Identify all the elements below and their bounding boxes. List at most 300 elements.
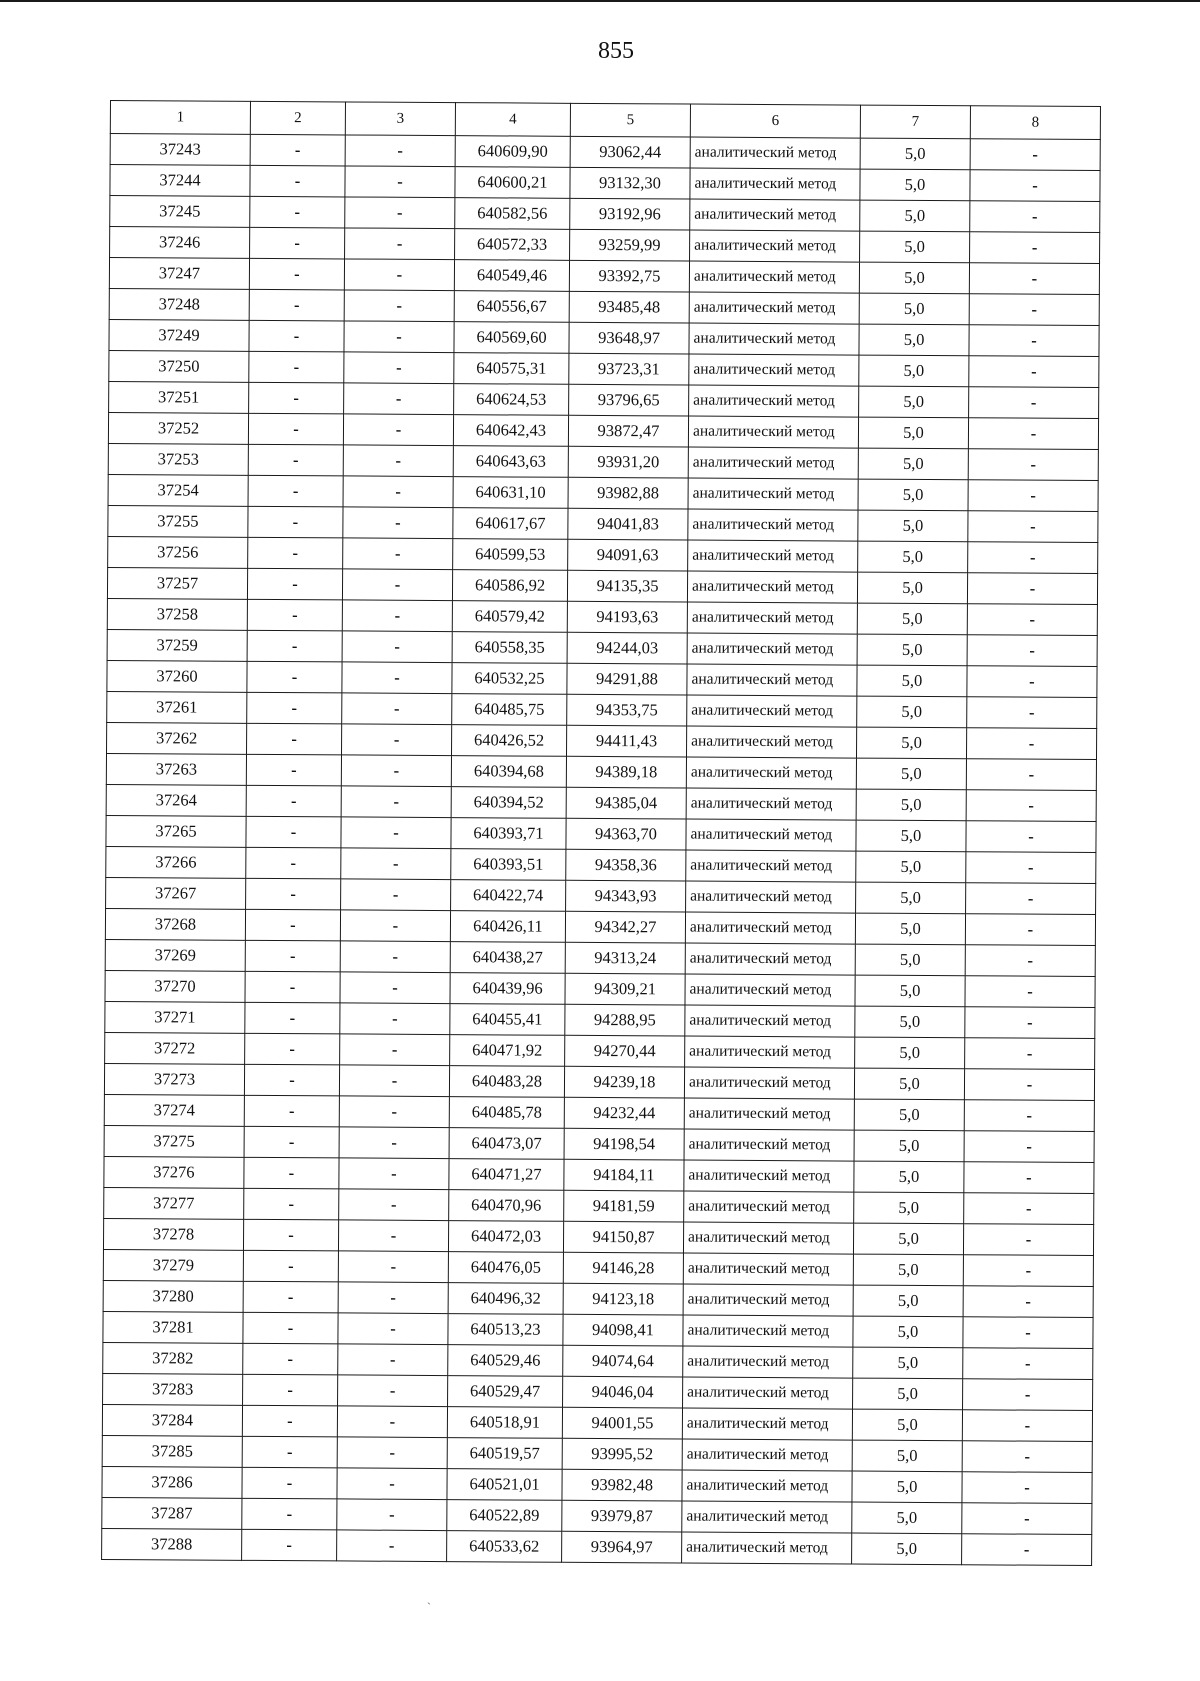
method-cell: аналитический метод (685, 974, 855, 1006)
x-coordinate: 640609,90 (455, 136, 570, 168)
y-coordinate: 94288,95 (565, 1004, 685, 1036)
column-8-cell: - (964, 1131, 1094, 1163)
method-cell: аналитический метод (686, 757, 856, 789)
point-number: 37265 (106, 815, 246, 847)
column-2-cell: - (249, 351, 344, 383)
point-number: 37258 (107, 598, 247, 630)
point-number: 37256 (108, 536, 248, 568)
method-cell: аналитический метод (684, 1067, 854, 1099)
column-2-cell: - (250, 227, 345, 259)
method-cell: аналитический метод (684, 1160, 854, 1192)
point-number: 37257 (107, 567, 247, 599)
method-cell: аналитический метод (688, 447, 858, 479)
y-coordinate: 93872,47 (568, 415, 688, 447)
column-3-cell: - (344, 352, 454, 384)
y-coordinate: 93964,97 (562, 1531, 682, 1563)
point-number: 37266 (106, 846, 246, 878)
accuracy-cell: 5,0 (852, 1409, 962, 1441)
method-cell: аналитический метод (683, 1346, 853, 1378)
column-8-cell: - (962, 1410, 1092, 1442)
method-cell: аналитический метод (683, 1222, 853, 1254)
method-cell: аналитический метод (683, 1284, 853, 1316)
column-2-cell: - (246, 785, 341, 817)
column-2-cell: - (250, 134, 345, 166)
column-3-cell: - (340, 910, 450, 942)
column-3-cell: - (339, 1158, 449, 1190)
x-coordinate: 640394,68 (451, 756, 566, 788)
method-cell: аналитический метод (685, 1036, 855, 1068)
method-cell: аналитический метод (684, 1129, 854, 1161)
method-cell: аналитический метод (690, 199, 860, 231)
column-3-cell: - (337, 1437, 447, 1469)
column-8-cell: - (966, 790, 1096, 822)
column-3-cell: - (337, 1468, 447, 1500)
accuracy-cell: 5,0 (858, 448, 968, 480)
point-number: 37261 (107, 691, 247, 723)
column-8-cell: - (964, 1193, 1094, 1225)
x-coordinate: 640439,96 (450, 973, 565, 1005)
column-8-cell: - (966, 852, 1096, 884)
column-8-cell: - (969, 294, 1099, 326)
column-3-cell: - (342, 569, 452, 601)
point-number: 37249 (109, 319, 249, 351)
column-2-cell: - (242, 1529, 337, 1561)
accuracy-cell: 5,0 (856, 882, 966, 914)
column-8-cell: - (970, 232, 1100, 264)
method-cell: аналитический метод (685, 1005, 855, 1037)
point-number: 37273 (104, 1063, 244, 1095)
column-3-cell: - (341, 879, 451, 911)
method-cell: аналитический метод (687, 695, 857, 727)
x-coordinate: 640533,62 (447, 1531, 562, 1563)
x-coordinate: 640518,91 (447, 1407, 562, 1439)
point-number: 37251 (109, 381, 249, 413)
column-header: 2 (250, 101, 345, 135)
column-3-cell: - (344, 383, 454, 415)
method-cell: аналитический метод (684, 1191, 854, 1223)
column-8-cell: - (965, 914, 1095, 946)
column-3-cell: - (340, 1034, 450, 1066)
column-3-cell: - (338, 1220, 448, 1252)
accuracy-cell: 5,0 (853, 1254, 963, 1286)
column-3-cell: - (343, 414, 453, 446)
x-coordinate: 640617,67 (453, 508, 568, 540)
method-cell: аналитический метод (689, 354, 859, 386)
column-8-cell: - (969, 356, 1099, 388)
accuracy-cell: 5,0 (854, 1192, 964, 1224)
column-3-cell: - (344, 259, 454, 291)
accuracy-cell: 5,0 (854, 1161, 964, 1193)
y-coordinate: 93392,75 (569, 260, 689, 292)
column-3-cell: - (342, 600, 452, 632)
x-coordinate: 640624,53 (454, 384, 569, 416)
x-coordinate: 640532,25 (452, 663, 567, 695)
accuracy-cell: 5,0 (854, 1068, 964, 1100)
method-cell: аналитический метод (688, 478, 858, 510)
point-number: 37253 (108, 443, 248, 475)
column-2-cell: - (245, 909, 340, 941)
column-2-cell: - (243, 1374, 338, 1406)
y-coordinate: 94135,35 (567, 570, 687, 602)
accuracy-cell: 5,0 (853, 1347, 963, 1379)
x-coordinate: 640426,52 (452, 725, 567, 757)
method-cell: аналитический метод (684, 1098, 854, 1130)
point-number: 37279 (103, 1249, 243, 1281)
point-number: 37267 (106, 877, 246, 909)
x-coordinate: 640426,11 (450, 911, 565, 943)
accuracy-cell: 5,0 (856, 851, 966, 883)
column-8-cell: - (963, 1317, 1093, 1349)
method-cell: аналитический метод (682, 1532, 852, 1564)
column-3-cell: - (345, 228, 455, 260)
column-2-cell: - (249, 289, 344, 321)
y-coordinate: 94358,36 (566, 849, 686, 881)
column-2-cell: - (245, 971, 340, 1003)
y-coordinate: 93192,96 (570, 198, 690, 230)
x-coordinate: 640393,71 (451, 818, 566, 850)
column-8-cell: - (967, 573, 1097, 605)
point-number: 37247 (109, 258, 249, 290)
x-coordinate: 640572,33 (455, 229, 570, 261)
accuracy-cell: 5,0 (857, 665, 967, 697)
column-3-cell: - (343, 507, 453, 539)
method-cell: аналитический метод (682, 1501, 852, 1533)
method-cell: аналитический метод (682, 1470, 852, 1502)
x-coordinate: 640483,28 (449, 1066, 564, 1098)
accuracy-cell: 5,0 (853, 1378, 963, 1410)
method-cell: аналитический метод (686, 850, 856, 882)
x-coordinate: 640631,10 (453, 477, 568, 509)
column-2-cell: - (247, 568, 342, 600)
point-number: 37270 (105, 970, 245, 1002)
column-8-cell: - (962, 1472, 1092, 1504)
point-number: 37278 (103, 1218, 243, 1250)
column-header: 6 (690, 104, 860, 138)
method-cell: аналитический метод (686, 819, 856, 851)
column-2-cell: - (249, 258, 344, 290)
y-coordinate: 94385,04 (566, 787, 686, 819)
accuracy-cell: 5,0 (853, 1223, 963, 1255)
column-3-cell: - (338, 1282, 448, 1314)
column-8-cell: - (970, 170, 1100, 202)
accuracy-cell: 5,0 (858, 417, 968, 449)
column-3-cell: - (341, 786, 451, 818)
table-body (102, 101, 1101, 1566)
column-2-cell: - (246, 816, 341, 848)
x-coordinate: 640549,46 (454, 260, 569, 292)
x-coordinate: 640521,01 (447, 1469, 562, 1501)
column-2-cell: - (250, 196, 345, 228)
method-cell: аналитический метод (688, 416, 858, 448)
accuracy-cell: 5,0 (860, 231, 970, 263)
point-number: 37246 (110, 227, 250, 259)
point-number: 37274 (104, 1094, 244, 1126)
y-coordinate: 94184,11 (564, 1159, 684, 1191)
column-8-cell: - (966, 821, 1096, 853)
y-coordinate: 93132,30 (570, 167, 690, 199)
method-cell: аналитический метод (690, 230, 860, 262)
column-2-cell: - (243, 1219, 338, 1251)
column-8-cell: - (965, 1007, 1095, 1039)
y-coordinate: 94181,59 (564, 1190, 684, 1222)
column-2-cell: - (248, 537, 343, 569)
column-3-cell: - (340, 941, 450, 973)
accuracy-cell: 5,0 (852, 1533, 962, 1565)
column-8-cell: - (967, 666, 1097, 698)
x-coordinate: 640558,35 (452, 632, 567, 664)
column-2-cell: - (243, 1343, 338, 1375)
method-cell: аналитический метод (687, 602, 857, 634)
x-coordinate: 640579,42 (452, 601, 567, 633)
y-coordinate: 93982,88 (568, 477, 688, 509)
column-3-cell: - (345, 135, 455, 167)
column-2-cell: - (248, 444, 343, 476)
y-coordinate: 94313,24 (565, 942, 685, 974)
method-cell: аналитический метод (688, 509, 858, 541)
column-3-cell: - (338, 1344, 448, 1376)
accuracy-cell: 5,0 (858, 510, 968, 542)
point-number: 37263 (106, 753, 246, 785)
column-8-cell: - (963, 1286, 1093, 1318)
accuracy-cell: 5,0 (852, 1471, 962, 1503)
y-coordinate: 94270,44 (565, 1035, 685, 1067)
accuracy-cell: 5,0 (853, 1285, 963, 1317)
x-coordinate: 640393,51 (451, 849, 566, 881)
column-8-cell: - (964, 1100, 1094, 1132)
table-row (102, 1528, 1092, 1565)
y-coordinate: 94046,04 (563, 1376, 683, 1408)
column-8-cell: - (969, 263, 1099, 295)
point-number: 37244 (110, 165, 250, 197)
point-number: 37286 (102, 1466, 242, 1498)
column-2-cell: - (248, 506, 343, 538)
accuracy-cell: 5,0 (853, 1316, 963, 1348)
x-coordinate: 640485,75 (452, 694, 567, 726)
point-number: 37243 (110, 134, 250, 166)
x-coordinate: 640569,60 (454, 322, 569, 354)
column-8-cell: - (969, 325, 1099, 357)
x-coordinate: 640556,67 (454, 291, 569, 323)
top-border-line (0, 0, 1200, 2)
column-2-cell: - (248, 413, 343, 445)
point-number: 37245 (110, 196, 250, 228)
y-coordinate: 94123,18 (563, 1283, 683, 1315)
column-3-cell: - (342, 662, 452, 694)
y-coordinate: 94342,27 (565, 911, 685, 943)
x-coordinate: 640643,63 (453, 446, 568, 478)
method-cell: аналитический метод (682, 1408, 852, 1440)
x-coordinate: 640586,92 (452, 570, 567, 602)
column-2-cell: - (247, 692, 342, 724)
column-2-cell: - (244, 1095, 339, 1127)
column-2-cell: - (247, 599, 342, 631)
point-number: 37276 (104, 1156, 244, 1188)
column-2-cell: - (244, 1126, 339, 1158)
y-coordinate: 94150,87 (563, 1221, 683, 1253)
column-2-cell: - (249, 320, 344, 352)
y-coordinate: 93485,48 (569, 291, 689, 323)
x-coordinate: 640422,74 (451, 880, 566, 912)
y-coordinate: 94353,75 (567, 694, 687, 726)
x-coordinate: 640476,05 (448, 1252, 563, 1284)
column-3-cell: - (337, 1406, 447, 1438)
point-number: 37275 (104, 1125, 244, 1157)
accuracy-cell: 5,0 (859, 355, 969, 387)
method-cell: аналитический метод (688, 540, 858, 572)
column-2-cell: - (246, 754, 341, 786)
accuracy-cell: 5,0 (854, 1099, 964, 1131)
column-8-cell: - (968, 449, 1098, 481)
method-cell: аналитический метод (683, 1377, 853, 1409)
y-coordinate: 93979,87 (562, 1500, 682, 1532)
column-3-cell: - (345, 166, 455, 198)
column-2-cell: - (244, 1157, 339, 1189)
point-number: 37255 (108, 505, 248, 537)
column-header: 4 (455, 103, 570, 137)
y-coordinate: 94091,63 (568, 539, 688, 571)
x-coordinate: 640394,52 (451, 787, 566, 819)
column-8-cell: - (963, 1379, 1093, 1411)
column-header: 5 (570, 103, 690, 137)
column-8-cell: - (965, 1038, 1095, 1070)
column-2-cell: - (247, 630, 342, 662)
y-coordinate: 94343,93 (566, 880, 686, 912)
point-number: 37288 (102, 1528, 242, 1560)
column-3-cell: - (338, 1313, 448, 1345)
accuracy-cell: 5,0 (855, 944, 965, 976)
accuracy-cell: 5,0 (855, 975, 965, 1007)
accuracy-cell: 5,0 (857, 634, 967, 666)
y-coordinate: 94041,83 (568, 508, 688, 540)
y-coordinate: 93995,52 (562, 1438, 682, 1470)
accuracy-cell: 5,0 (855, 913, 965, 945)
accuracy-cell: 5,0 (856, 727, 966, 759)
column-2-cell: - (242, 1498, 337, 1530)
column-3-cell: - (340, 972, 450, 1004)
point-number: 37264 (106, 784, 246, 816)
accuracy-cell: 5,0 (856, 789, 966, 821)
column-8-cell: - (962, 1441, 1092, 1473)
method-cell: аналитический метод (687, 633, 857, 665)
x-coordinate: 640519,57 (447, 1438, 562, 1470)
column-3-cell: - (337, 1499, 447, 1531)
y-coordinate: 93982,48 (562, 1469, 682, 1501)
x-coordinate: 640496,32 (448, 1283, 563, 1315)
point-number: 37281 (103, 1311, 243, 1343)
y-coordinate: 93062,44 (570, 136, 690, 168)
column-3-cell: - (339, 1065, 449, 1097)
method-cell: аналитический метод (686, 881, 856, 913)
column-2-cell: - (242, 1467, 337, 1499)
accuracy-cell: 5,0 (858, 541, 968, 573)
x-coordinate: 640471,92 (450, 1035, 565, 1067)
point-number: 37262 (107, 722, 247, 754)
point-number: 37284 (102, 1404, 242, 1436)
column-8-cell: - (970, 139, 1100, 171)
column-8-cell: - (967, 697, 1097, 729)
x-coordinate: 640485,78 (449, 1097, 564, 1129)
column-8-cell: - (963, 1255, 1093, 1287)
point-number: 37268 (105, 908, 245, 940)
column-8-cell: - (965, 976, 1095, 1008)
column-8-cell: - (967, 635, 1097, 667)
column-header: 3 (345, 102, 455, 136)
column-header: 7 (860, 105, 970, 139)
column-8-cell: - (969, 387, 1099, 419)
point-number: 37254 (108, 474, 248, 506)
column-3-cell: - (338, 1375, 448, 1407)
y-coordinate: 94309,21 (565, 973, 685, 1005)
x-coordinate: 640455,41 (450, 1004, 565, 1036)
method-cell: аналитический метод (689, 292, 859, 324)
y-coordinate: 93931,20 (568, 446, 688, 478)
column-3-cell: - (338, 1251, 448, 1283)
column-3-cell: - (337, 1530, 447, 1562)
point-number: 37283 (103, 1373, 243, 1405)
x-coordinate: 640473,07 (449, 1128, 564, 1160)
y-coordinate: 94198,54 (564, 1128, 684, 1160)
page-number: 855 (598, 38, 634, 64)
accuracy-cell: 5,0 (859, 386, 969, 418)
column-8-cell: - (968, 511, 1098, 543)
y-coordinate: 94001,55 (562, 1407, 682, 1439)
accuracy-cell: 5,0 (860, 169, 970, 201)
column-2-cell: - (245, 1002, 340, 1034)
column-2-cell: - (244, 1188, 339, 1220)
accuracy-cell: 5,0 (857, 603, 967, 635)
column-3-cell: - (342, 693, 452, 725)
accuracy-cell: 5,0 (858, 479, 968, 511)
point-number: 37282 (103, 1342, 243, 1374)
column-8-cell: - (962, 1503, 1092, 1535)
document-sheet (101, 100, 1101, 1566)
y-coordinate: 94411,43 (566, 725, 686, 757)
column-2-cell: - (249, 382, 344, 414)
method-cell: аналитический метод (683, 1253, 853, 1285)
column-3-cell: - (340, 1003, 450, 1035)
accuracy-cell: 5,0 (852, 1440, 962, 1472)
accuracy-cell: 5,0 (860, 200, 970, 232)
method-cell: аналитический метод (682, 1439, 852, 1471)
method-cell: аналитический метод (685, 912, 855, 944)
method-cell: аналитический метод (687, 664, 857, 696)
point-number: 37252 (108, 412, 248, 444)
column-3-cell: - (339, 1127, 449, 1159)
method-cell: аналитический метод (686, 726, 856, 758)
column-3-cell: - (339, 1189, 449, 1221)
y-coordinate: 94239,18 (564, 1066, 684, 1098)
column-8-cell: - (966, 883, 1096, 915)
column-8-cell: - (967, 604, 1097, 636)
y-coordinate: 94232,44 (564, 1097, 684, 1129)
x-coordinate: 640599,53 (453, 539, 568, 571)
accuracy-cell: 5,0 (852, 1502, 962, 1534)
column-3-cell: - (344, 290, 454, 322)
y-coordinate: 94146,28 (563, 1252, 683, 1284)
column-2-cell: - (248, 475, 343, 507)
y-coordinate: 94389,18 (566, 756, 686, 788)
column-3-cell: - (343, 476, 453, 508)
column-3-cell: - (343, 538, 453, 570)
x-coordinate: 640438,27 (450, 942, 565, 974)
column-8-cell: - (968, 542, 1098, 574)
column-8-cell: - (965, 945, 1095, 977)
accuracy-cell: 5,0 (855, 1037, 965, 1069)
column-2-cell: - (243, 1281, 338, 1313)
y-coordinate: 94363,70 (566, 818, 686, 850)
column-3-cell: - (342, 724, 452, 756)
column-3-cell: - (345, 197, 455, 229)
